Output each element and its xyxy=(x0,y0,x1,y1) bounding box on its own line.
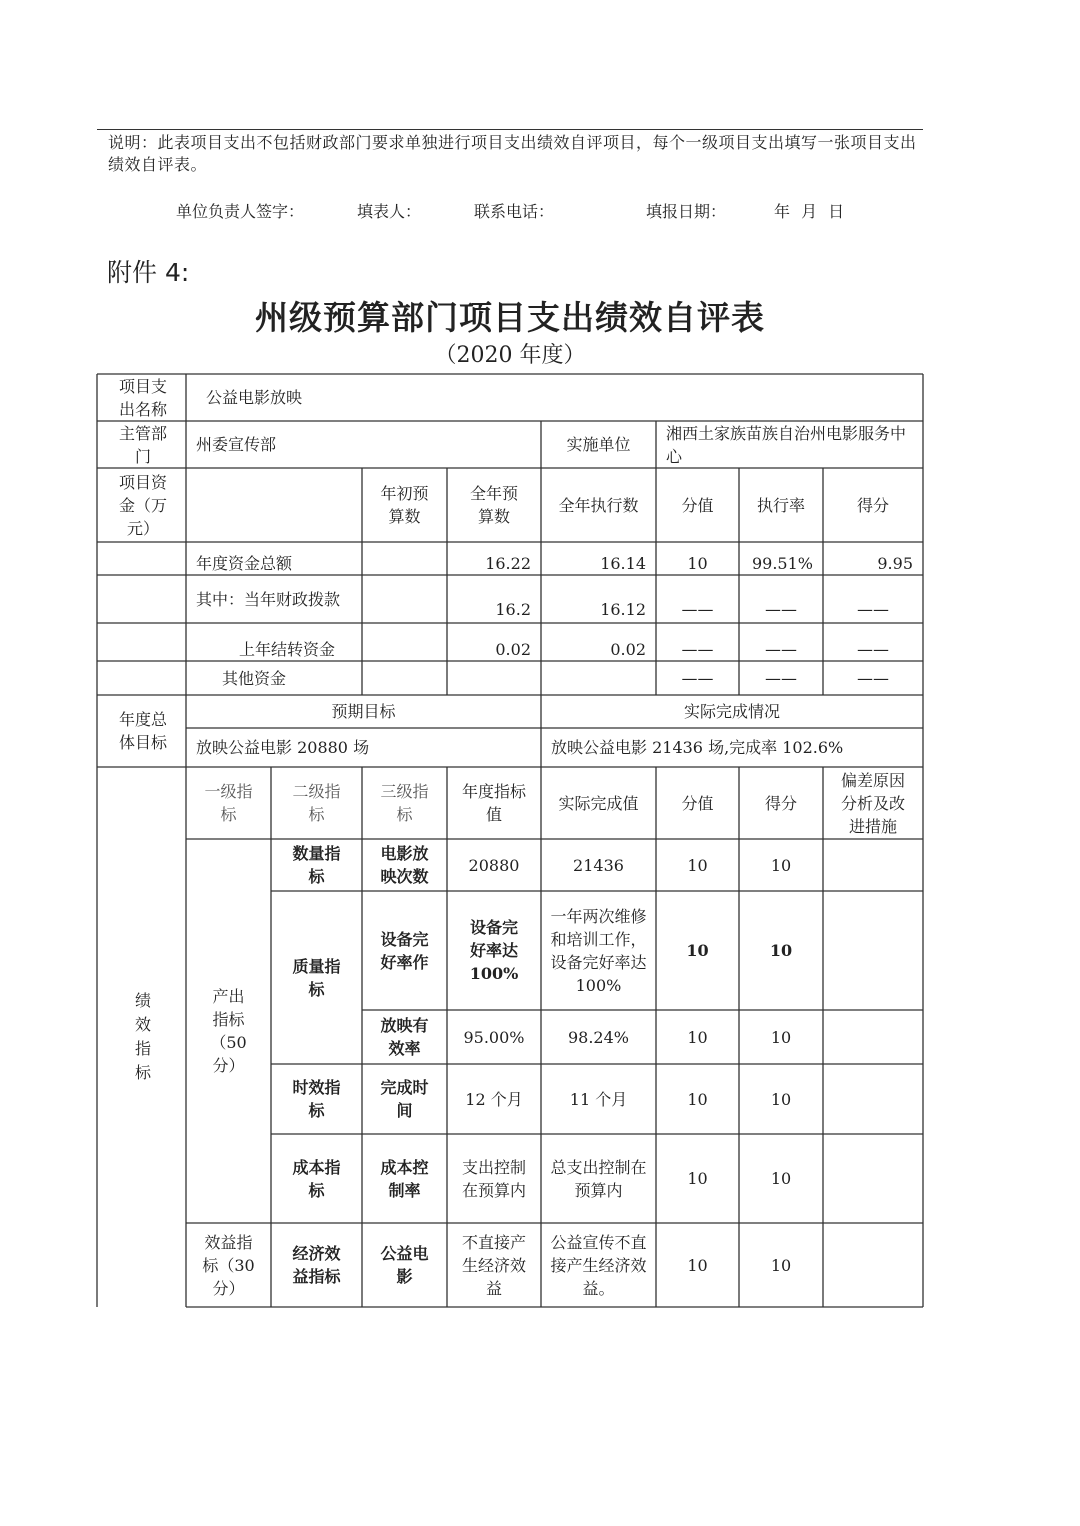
perf-header-score-value: 分值 xyxy=(681,793,714,813)
indicator-score-value: 10 xyxy=(687,855,708,875)
funds-header-score: 得分 xyxy=(856,495,889,515)
fund-row-executed: 0.02 xyxy=(610,640,646,659)
fund-row-name: 其他资金 xyxy=(222,668,287,688)
date-label: 填报日期： xyxy=(646,202,727,221)
funds-header-executed: 全年执行数 xyxy=(558,495,639,515)
funds-header-score-value: 分值 xyxy=(681,495,714,515)
fund-row-name: 其中：当年财政拨款 xyxy=(196,589,341,609)
fund-row-rate: —— xyxy=(765,668,797,688)
indicator-target: 20880 xyxy=(468,855,520,875)
perf-header-level1: 一级指标 xyxy=(204,782,253,824)
perf-header-score: 得分 xyxy=(764,793,797,813)
indicator-score: 10 xyxy=(769,941,793,960)
indicator-score: 10 xyxy=(770,1255,792,1275)
indicator-level2: 数量指标 xyxy=(292,844,341,886)
indicator-target: 设备完好率达100% xyxy=(469,918,519,983)
attachment-label: 附件 4: xyxy=(107,258,190,287)
indicator-actual: 11 个月 xyxy=(569,1089,628,1109)
page-subtitle: （2020 年度） xyxy=(434,343,586,368)
indicator-actual: 98.24% xyxy=(567,1027,629,1047)
indicator-score-value: 10 xyxy=(687,1089,708,1109)
indicator-actual: 总支出控制在预算内 xyxy=(550,1157,647,1200)
indicator-level3: 电影放映次数 xyxy=(380,844,429,886)
indicator-score: 10 xyxy=(770,1169,792,1188)
indicator-level3: 设备完好率作 xyxy=(380,929,429,972)
leader-signature-label: 单位负责人签字： xyxy=(176,202,305,221)
perf-header-reason: 偏差原因分析及改进措施 xyxy=(840,770,905,836)
indicator-score: 10 xyxy=(770,855,792,875)
funds-header-rate: 执行率 xyxy=(756,495,805,515)
perf-label: 绩效指标 xyxy=(134,991,151,1082)
fund-row-name: 年度资金总额 xyxy=(196,554,293,573)
project-name-label: 项目支出名称 xyxy=(118,376,167,419)
fund-row-annual: 16.2 xyxy=(495,600,531,619)
phone-label: 联系电话： xyxy=(474,202,555,221)
indicator-level2: 质量指标 xyxy=(292,956,341,999)
goal-actual-header: 实际完成情况 xyxy=(683,702,780,721)
indicator-actual: 公益宣传不直接产生经济效益。 xyxy=(550,1232,647,1298)
dept-value: 州委宣传部 xyxy=(196,435,277,454)
fund-row-score: —— xyxy=(857,600,889,619)
project-name-value: 公益电影放映 xyxy=(206,388,303,407)
indicator-level3: 成本控制率 xyxy=(380,1157,429,1200)
instruction-note: 说明：此表项目支出不包括财政部门要求单独进行项目支出绩效自评项目，每个一级项目支出填写一张项目支出绩效自评表。 xyxy=(108,133,917,174)
fund-row-score: 9.95 xyxy=(877,554,913,573)
page-title: 州级预算部门项目支出绩效自评表 xyxy=(255,298,765,337)
goal-expected-value: 放映公益电影 20880 场 xyxy=(196,738,370,757)
perf-header-target: 年度指标值 xyxy=(461,782,526,824)
indicator-level2: 经济效益指标 xyxy=(292,1244,341,1286)
fund-row-rate: —— xyxy=(765,640,797,659)
indicator-level2: 成本指标 xyxy=(292,1157,341,1200)
fund-row-score-value: —— xyxy=(681,640,714,659)
indicator-actual: 21436 xyxy=(573,855,624,875)
perf-header-actual: 实际完成值 xyxy=(558,793,639,813)
fund-row-score: —— xyxy=(857,640,889,659)
fund-row-rate: 99.51% xyxy=(751,554,813,573)
indicator-target: 12 个月 xyxy=(465,1089,523,1109)
date-value: 年 月 日 xyxy=(774,202,845,221)
funds-label: 项目资金（万元） xyxy=(118,472,167,538)
indicator-level3: 完成时间 xyxy=(380,1078,429,1120)
indicator-level3: 公益电影 xyxy=(380,1244,429,1286)
indicator-score: 10 xyxy=(770,1027,792,1047)
level1-benefit: 效益指标（30分） xyxy=(202,1232,255,1298)
impl-label: 实施单位 xyxy=(566,435,631,454)
perf-header-level2: 二级指标 xyxy=(292,782,341,824)
indicator-actual: 一年两次维修和培训工作，设备完好率达100% xyxy=(550,906,647,995)
indicator-target: 支出控制在预算内 xyxy=(461,1157,526,1200)
indicator-score-value: 10 xyxy=(687,1255,708,1275)
fund-row-rate: —— xyxy=(765,600,797,619)
fund-row-executed: 16.14 xyxy=(600,554,646,573)
goal-actual-value: 放映公益电影 21436 场,完成率 102.6% xyxy=(551,738,844,757)
funds-header-initial: 年初预算数 xyxy=(380,484,429,526)
filler-label: 填表人： xyxy=(357,202,422,221)
indicator-score: 10 xyxy=(770,1089,792,1109)
indicator-level2: 时效指标 xyxy=(292,1078,341,1120)
fund-row-name: 上年结转资金 xyxy=(238,640,335,659)
funds-header-annual: 全年预算数 xyxy=(470,484,519,526)
indicator-score-value: 10 xyxy=(687,1027,708,1047)
fund-row-executed: 16.12 xyxy=(600,600,646,619)
fund-row-score-value: —— xyxy=(681,668,714,688)
perf-header-level3: 三级指标 xyxy=(380,782,429,824)
indicator-score-value: 10 xyxy=(687,1169,708,1188)
fund-row-annual: 0.02 xyxy=(495,640,531,659)
indicator-target: 不直接产生经济效益 xyxy=(461,1232,526,1298)
goal-label: 年度总体目标 xyxy=(118,710,167,752)
indicator-score-value: 10 xyxy=(686,941,709,960)
impl-value: 湘西土家族苗族自治州电影服务中心 xyxy=(666,423,907,466)
indicator-level3: 放映有效率 xyxy=(380,1016,429,1058)
fund-row-score-value: —— xyxy=(681,600,714,619)
fund-row-annual: 16.22 xyxy=(485,554,531,573)
indicator-target: 95.00% xyxy=(463,1027,525,1047)
level1-output: 产出指标（50分） xyxy=(210,987,247,1075)
goal-expected-header: 预期目标 xyxy=(331,702,396,721)
fund-row-score: —— xyxy=(857,668,889,688)
fund-row-score-value: 10 xyxy=(687,554,708,573)
dept-label: 主管部门 xyxy=(118,423,167,466)
